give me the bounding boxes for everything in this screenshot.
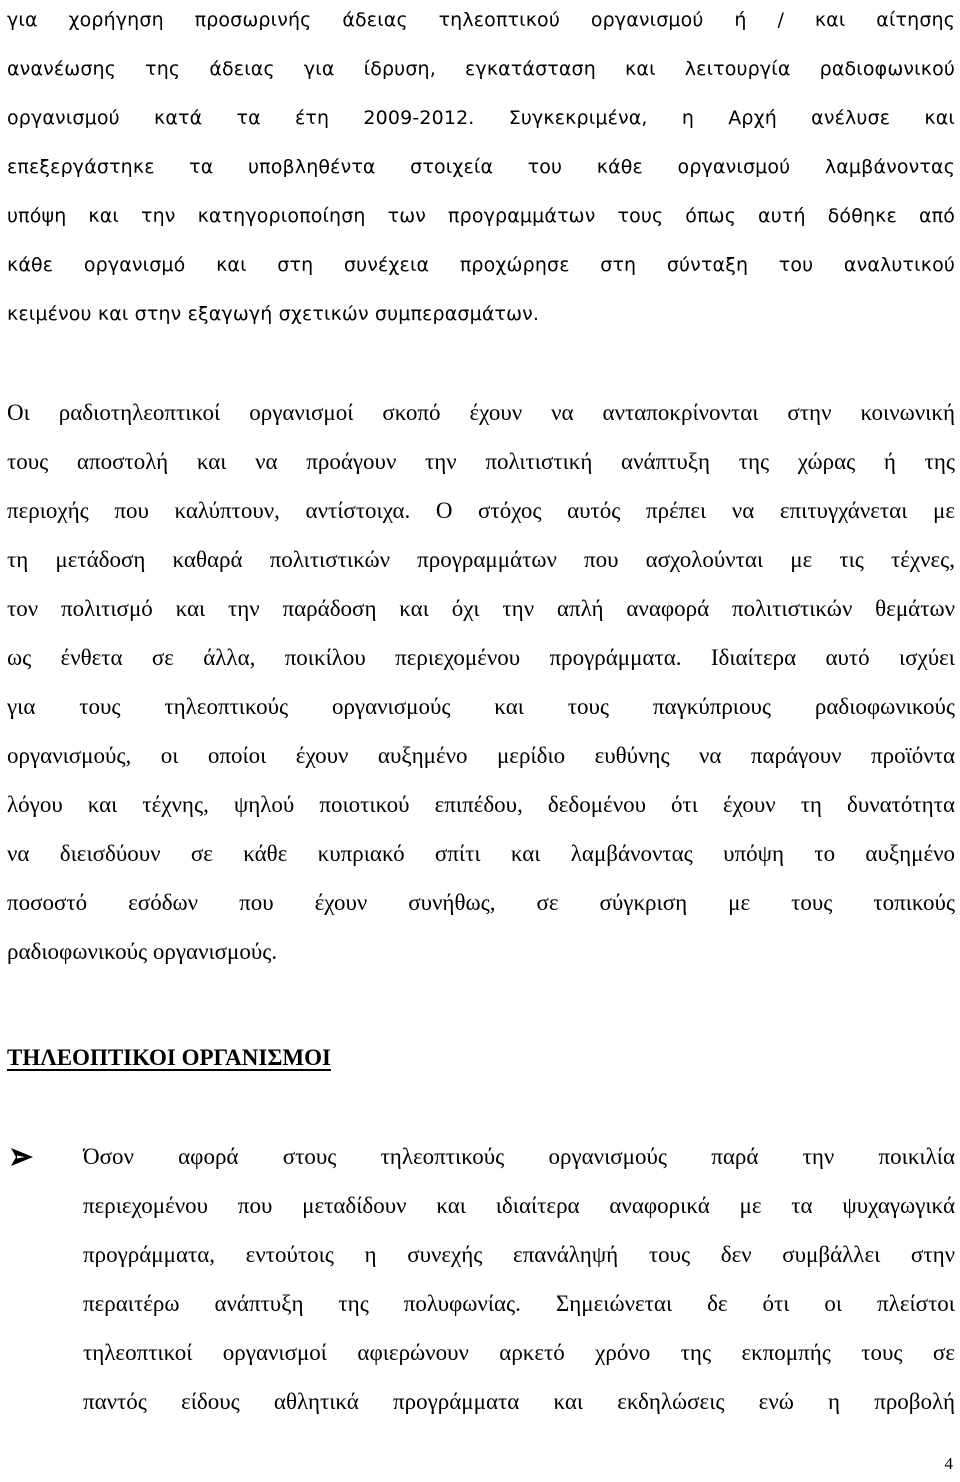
bullet-text-line: Όσον αφορά στους τηλεοπτικούς οργανισμούς παρά την ποικιλία	[83, 1144, 955, 1169]
bullet-text-line: τηλεοπτικοί οργανισμοί αφιερώνουν αρκετό χρόνο της εκπομπής τους σε	[83, 1340, 955, 1365]
text-line: για χορήγηση προσωρινής άδειας τηλεοπτικού οργανισμού ή / και αίτησης	[7, 9, 955, 31]
text-line: περιοχής που καλύπτουν, αντίστοιχα. Ο στόχος αυτός πρέπει να επιτυγχάνεται με	[7, 498, 955, 523]
text-line: επεξεργάστηκε τα υποβληθέντα στοιχεία του κάθε οργανισμού λαμβάνοντας	[7, 156, 955, 178]
text-line: να διεισδύουν σε κάθε κυπριακό σπίτι και λαμβάνοντας υπόψη το αυξημένο	[7, 841, 955, 866]
page-number: 4	[944, 1454, 953, 1473]
arrowhead-bullet-icon	[8, 1137, 38, 1177]
bullet-text-line: παντός είδους αθλητικά προγράμματα και εκδηλώσεις ενώ η προβολή	[83, 1389, 955, 1414]
bullet-text-line: προγράμματα, εντούτοις η συνεχής επανάληψή τους δεν συμβάλλει στην	[83, 1242, 955, 1267]
text-line: υπόψη και την κατηγοριοποίηση των προγραμμάτων τους όπως αυτή δόθηκε από	[7, 205, 955, 227]
text-line: τον πολιτισμό και την παράδοση και όχι την απλή αναφορά πολιτιστικών θεμάτων	[7, 596, 955, 621]
bullet-text-line: περαιτέρω ανάπτυξη της πολυφωνίας. Σημειώνεται δε ότι οι πλείστοι	[83, 1291, 955, 1316]
bullet-text-line: περιεχομένου που μεταδίδουν και ιδιαίτερα αναφορικά με τα ψυχαγωγικά	[83, 1193, 955, 1218]
text-line: Οι ραδιοτηλεοπτικοί οργανισμοί σκοπό έχουν να ανταποκρίνονται στην κοινωνική	[7, 400, 955, 425]
text-line: οργανισμούς, οι οποίοι έχουν αυξημένο μερίδιο ευθύνης να παράγουν προϊόντα	[7, 743, 955, 768]
text-line: οργανισμού κατά τα έτη 2009-2012. Συγκεκριμένα, η Αρχή ανέλυσε και	[7, 107, 955, 129]
text-line: τη μετάδοση καθαρά πολιτιστικών προγραμμάτων που ασχολούνται με τις τέχνες,	[7, 547, 955, 572]
text-line: λόγου και τέχνης, ψηλού ποιοτικού επιπέδου, δεδομένου ότι έχουν τη δυνατότητα	[7, 792, 955, 817]
text-line: τους αποστολή και να προάγουν την πολιτιστική ανάπτυξη της χώρας ή της	[7, 449, 955, 474]
text-line: ως ένθετα σε άλλα, ποικίλου περιεχομένου προγράμματα. Ιδιαίτερα αυτό ισχύει	[7, 645, 955, 670]
text-line: ανανέωσης της άδειας για ίδρυση, εγκατάσταση και λειτουργία ραδιοφωνικού	[7, 58, 955, 80]
text-line: για τους τηλεοπτικούς οργανισμούς και τους παγκύπριους ραδιοφωνικούς	[7, 694, 955, 719]
text-line: ραδιοφωνικούς οργανισμούς.	[7, 939, 278, 964]
text-line: ποσοστό εσόδων που έχουν συνήθως, σε σύγκριση με τους τοπικούς	[7, 890, 955, 915]
text-line: κάθε οργανισμό και στη συνέχεια προχώρησε στη σύνταξη του αναλυτικού	[7, 254, 955, 276]
section-heading: ΤΗΛΕΟΠΤΙΚΟΙ ΟΡΓΑΝΙΣΜΟΙ	[7, 1045, 331, 1070]
text-line: κειμένου και στην εξαγωγή σχετικών συμπερασμάτων.	[7, 303, 540, 325]
